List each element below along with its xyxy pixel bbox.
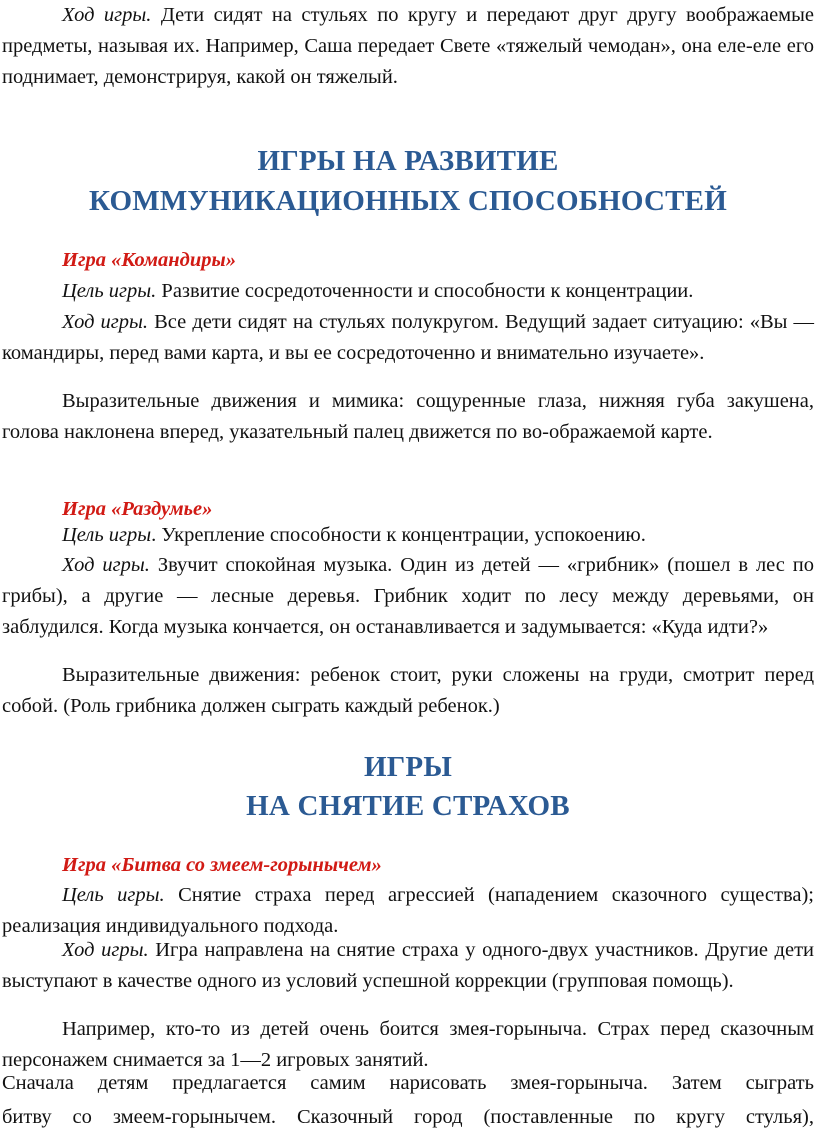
goal-label: Цель игры. <box>62 280 157 302</box>
game1-goal <box>2 276 814 307</box>
game2-hod <box>2 550 814 643</box>
game3-line-b: битву со змеем-горынычем. Сказочный город (поставленные по кругу стулья), <box>2 1106 814 1128</box>
game2-expression: Выразительные движения: ребенок стоит, руки сложены на груди, смотрит перед собой. (Роль грибника должен сыграть каждый ребенок.) <box>2 664 814 717</box>
game3-line-a: Сначала детям предлагается самим нарисовать змея-горыныча. Затем сыграть <box>2 1072 814 1094</box>
section-title-communication-1: ИГРЫ НА РАЗВИТИЕ <box>257 145 559 177</box>
goal-label: Цель игры <box>62 524 152 546</box>
goal-text: Снятие страха перед агрессией (нападением сказочного существа); реализация индивидуального подхода. <box>2 884 815 937</box>
hod-label: Ход игры. <box>62 939 149 961</box>
game-title-komandiry: Игра «Командиры» <box>62 249 236 271</box>
goal-label: Цель игры. <box>62 884 165 906</box>
game2-goal <box>2 520 814 551</box>
hod-label: Ход игры. <box>62 4 152 26</box>
hod-label: Ход игры. <box>62 554 150 576</box>
hod-text: Все дети сидят на стульях полукругом. Ведущий задает ситуацию: «Вы — командиры, перед вами карта, и вы ее сосредоточенно и внимательно изучаете». <box>2 311 814 364</box>
section-title-fears-1: ИГРЫ <box>364 751 452 783</box>
intro-text: Дети сидят на стульях по кругу и передают друг другу воображаемые предметы, называя их. Например, Саша передает Свете «тяжелый чемодан», она еле-еле его поднимает, демонстрируя, какой он тяжелый. <box>2 4 815 88</box>
section-title-communication-2: КОММУНИКАЦИОННЫХ СПОСОБНОСТЕЙ <box>89 185 727 217</box>
hod-label: Ход игры. <box>62 311 149 333</box>
goal-text: . Укрепление способности к концентрации, успокоению. <box>151 524 646 546</box>
hod-text: Игра направлена на снятие страха у одного-двух участников. Другие дети выступают в качестве одного из условий успешной коррекции (групповая помощь). <box>2 939 815 992</box>
game3-hod <box>2 935 814 997</box>
game-title-razdumie: Игра «Раздумье» <box>62 498 213 520</box>
hod-text: Звучит спокойная музыка. Один из детей — «грибник» (пошел в лес по грибы), а другие — лесные деревья. Грибник ходит по лесу между деревьями, он заблудился. Когда музыка кончается, он останавливается и задумывается: «Куда идти?» <box>2 554 815 638</box>
game3-goal <box>2 880 814 942</box>
intro-paragraph <box>2 0 814 93</box>
game-title-bitva: Игра «Битва со змеем-горынычем» <box>62 854 382 876</box>
section-title-fears-2: НА СНЯТИЕ СТРАХОВ <box>246 790 570 822</box>
game3-example: Например, кто-то из детей очень боится змея-горыныча. Страх перед сказочным персонажем снимается за 1—2 игровых занятий. <box>2 1018 814 1071</box>
game1-hod <box>2 307 814 369</box>
game1-expression: Выразительные движения и мимика: сощуренные глаза, нижняя губа закушена, голова наклонена вперед, указательный палец движется по во-ображаемой карте. <box>2 390 814 443</box>
goal-text: Развитие сосредоточенности и способности к концентрации. <box>161 280 694 302</box>
